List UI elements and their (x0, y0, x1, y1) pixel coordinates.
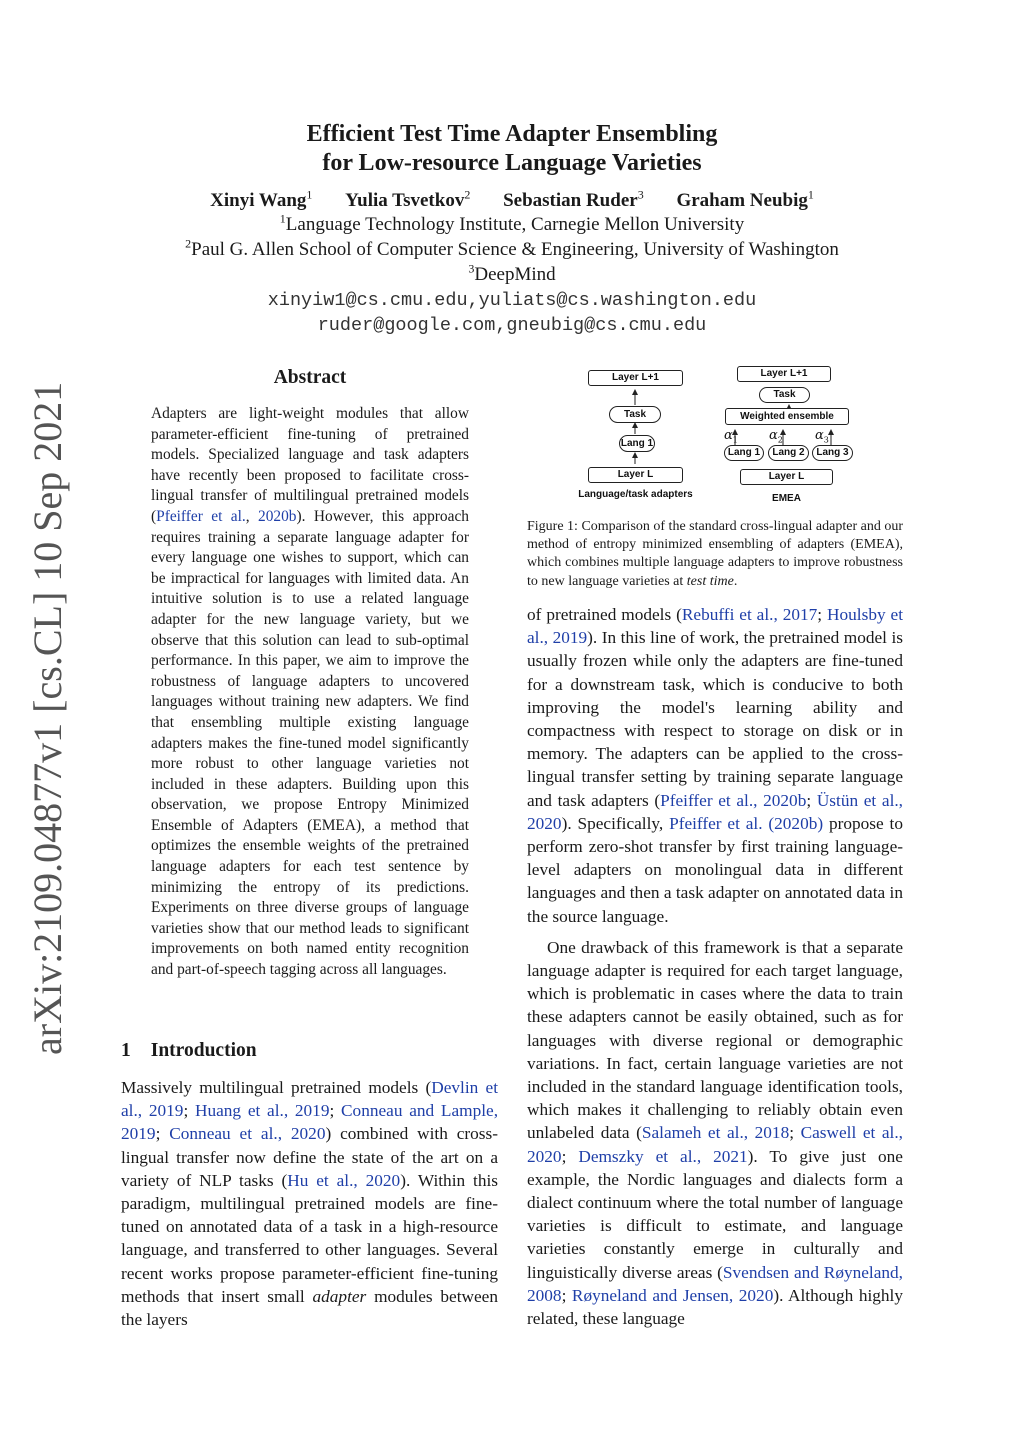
emea-layer-l-box: Layer L (740, 469, 833, 485)
citation-link[interactable]: Røyneland and Jensen, 2020 (571, 1285, 774, 1305)
author: Sebastian Ruder$^3$ (503, 187, 644, 211)
citation-link[interactable]: Rebuffi et al., 2017 (681, 605, 818, 624)
citation-link[interactable]: Pfeiffer et al. (156, 507, 246, 525)
title-line-1: Efficient Test Time Adapter Ensembling (306, 121, 718, 147)
body-paragraph: One drawback of this framework is that a separate language adapter is required for each target language, which is problematic in cases where the data to train these adapters cannot be easily obtained, such as for languages with diverse regional or demographic variations. In fact, certain language varieties are not included in the standard language identification tools, which makes it challenging to reliably obtain even unlabeled data (Salameh et al., 2018; Caswell et al., 2020; Demszky et al., 2021). To give just one example, the Nordic languages and dialects form a dialect continuum where the total number of language varieties is difficult to estimate, and language varieties constantly emerge in culturally and linguistically diverse areas (Svendsen and Røyneland, 2008; Røyneland and Jensen, 2020). Although highly related, these language (527, 937, 904, 1329)
citation-link[interactable]: Svendsen and Røyneland, 2008 (527, 1262, 903, 1305)
citation-link[interactable]: Üstün et al., 2020 (527, 790, 904, 833)
section-heading-introduction: 1 Introduction (121, 1040, 257, 1061)
citation-link[interactable]: Houlsby et al., 2019 (527, 605, 903, 648)
citation-link[interactable]: Caswell et al., 2020 (527, 1123, 903, 1166)
weighted-ensemble-box: Weighted ensemble (725, 408, 849, 425)
paper-title (0, 120, 1024, 178)
author: Graham Neubig$^1$ (676, 187, 814, 211)
citation-link[interactable]: 2020b (258, 507, 297, 525)
emea-task-adapter-box: Task (759, 387, 810, 403)
author-list (0, 187, 1024, 212)
citation-link[interactable]: Conneau and Lample, 2019 (121, 1101, 499, 1144)
abstract-body: Adapters are light-weight modules that allow parameter-efficient fine-tuning of pretrained models. Specialized language and task adapters have recently been proposed to facilitate cross-lingual transfer of multilingual pretrained models (Pfeiffer et al., 2020b). However, this approach requires training a separate language adapter for every language one wishes to support, which can be impractical for languages with limited data. An intuitive solution is to use a related language adapter for the new language variety, but we observe that this solution can lead to sub-optimal performance. In this paper, we aim to improve the robustness of language adapters to uncovered languages without training new adapters. We find that ensembling multiple existing language adapters makes the fine-tuned model significantly more robust to other language varieties not included in these adapters. Building upon this observation, we propose Entropy Minimized Ensemble of Adapters (EMEA), a method that optimizes the ensemble weights of the pretrained language adapters for each test sentence by minimizing the entropy of its predictions. Experiments on three diverse groups of language varieties show that our method leads to significant improvements on both named entity recognition and part-of-speech tagging across all languages. (151, 405, 469, 979)
author: Yulia Tsvetkov$^2$ (345, 187, 471, 211)
layer-l-box: Layer L (588, 467, 683, 483)
email-line-1[interactable]: xinyiw1@cs.cmu.edu,yuliats@cs.washington.edu (267, 290, 757, 311)
citation-link[interactable]: Hu et al., 2020 (287, 1170, 401, 1190)
citation-link[interactable]: Pfeiffer et al. (2020b) (669, 813, 824, 833)
citation-link[interactable]: Huang et al., 2019 (195, 1101, 330, 1121)
citation-link[interactable]: Salameh et al., 2018 (641, 1123, 790, 1143)
left-diagram-label: Language/task adapters (578, 489, 693, 500)
figure-1-caption: Figure 1: Comparison of the standard cross-lingual adapter and our method of entropy minimized ensembling of adapters (EMEA), which combines multiple language adapters to improve robustness to new language varieties at test time. (527, 519, 903, 589)
citation-link[interactable]: Conneau et al., 2020 (169, 1124, 326, 1144)
right-column-body (527, 603, 903, 1330)
task-adapter-box: Task (609, 406, 661, 423)
affiliation-1: $^1$Language Technology Institute, Carnegie Mellon University (279, 211, 745, 235)
arxiv-identifier: arXiv:2109.04877v1 [cs.CL] 10 Sep 2021 (25, 381, 70, 1055)
emea-layer-l-plus-1-box: Layer L+1 (737, 366, 831, 382)
email-line-2[interactable]: ruder@google.com,gneubig@cs.cmu.edu (317, 315, 707, 336)
intro-paragraph-1: Massively multilingual pretrained models (Devlin et al., 2019; Huang et al., 2019; Conneau and Lample, 2019; Conneau et al., 2020) combined with cross-lingual transfer now define the state of the art on a variety of NLP tasks (Hu et al., 2020). Within this paradigm, multilingual pretrained models are fine-tuned on annotated data of a task in a high-resource language, and transferred to other languages. Several recent works propose parameter-efficient fine-tuning methods that insert small adapter modules between the layers (121, 1078, 499, 1330)
lang-adapter-box: Lang 1 (619, 435, 655, 452)
affiliation-2: $^2$Paul G. Allen School of Computer Science & Engineering, University of Washington (185, 236, 839, 260)
abstract-heading: Abstract (273, 367, 347, 388)
alpha-2-label: $\alpha_2$ (769, 428, 783, 445)
title-line-2: for Low-resource Language Varieties (322, 150, 702, 176)
body-paragraph: of pretrained models (Rebuffi et al., 2017; Houlsby et al., 2019). In this line of work, the pretrained model is usually frozen while only the adapters are fine-tuned for a downstream task, which is conducive to both improving the model's learning ability and compactness with respect to storage on disk or in memory. The adapters can be applied to the cross-lingual transfer setting by training separate language and task adapters (Pfeiffer et al., 2020b; Üstün et al., 2020). Specifically, Pfeiffer et al. (2020b) propose to perform zero-shot transfer by first training language-level adapters on monolingual data in different languages and then a task adapter on annotated data in the source language. (527, 605, 904, 926)
right-diagram-label: EMEA (772, 493, 801, 504)
citation-link[interactable]: Demszky et al., 2021 (578, 1146, 748, 1166)
emea-lang-2-box: Lang 2 (768, 445, 809, 461)
alpha-3-label: $\alpha_3$ (815, 428, 829, 445)
citation-link[interactable]: Devlin et al., 2019 (121, 1078, 499, 1121)
emea-lang-3-box: Lang 3 (812, 445, 853, 461)
affiliation-3: $^3$DeepMind (468, 261, 556, 285)
layer-l-plus-1-box: Layer L+1 (588, 370, 683, 386)
alpha-1-label: $\alpha_1$ (724, 428, 738, 445)
citation-link[interactable]: Pfeiffer et al., 2020b (660, 790, 807, 810)
emea-lang-1-box: Lang 1 (724, 445, 764, 461)
author: Xinyi Wang$^1$ (210, 187, 313, 211)
figure-1 (527, 362, 903, 512)
